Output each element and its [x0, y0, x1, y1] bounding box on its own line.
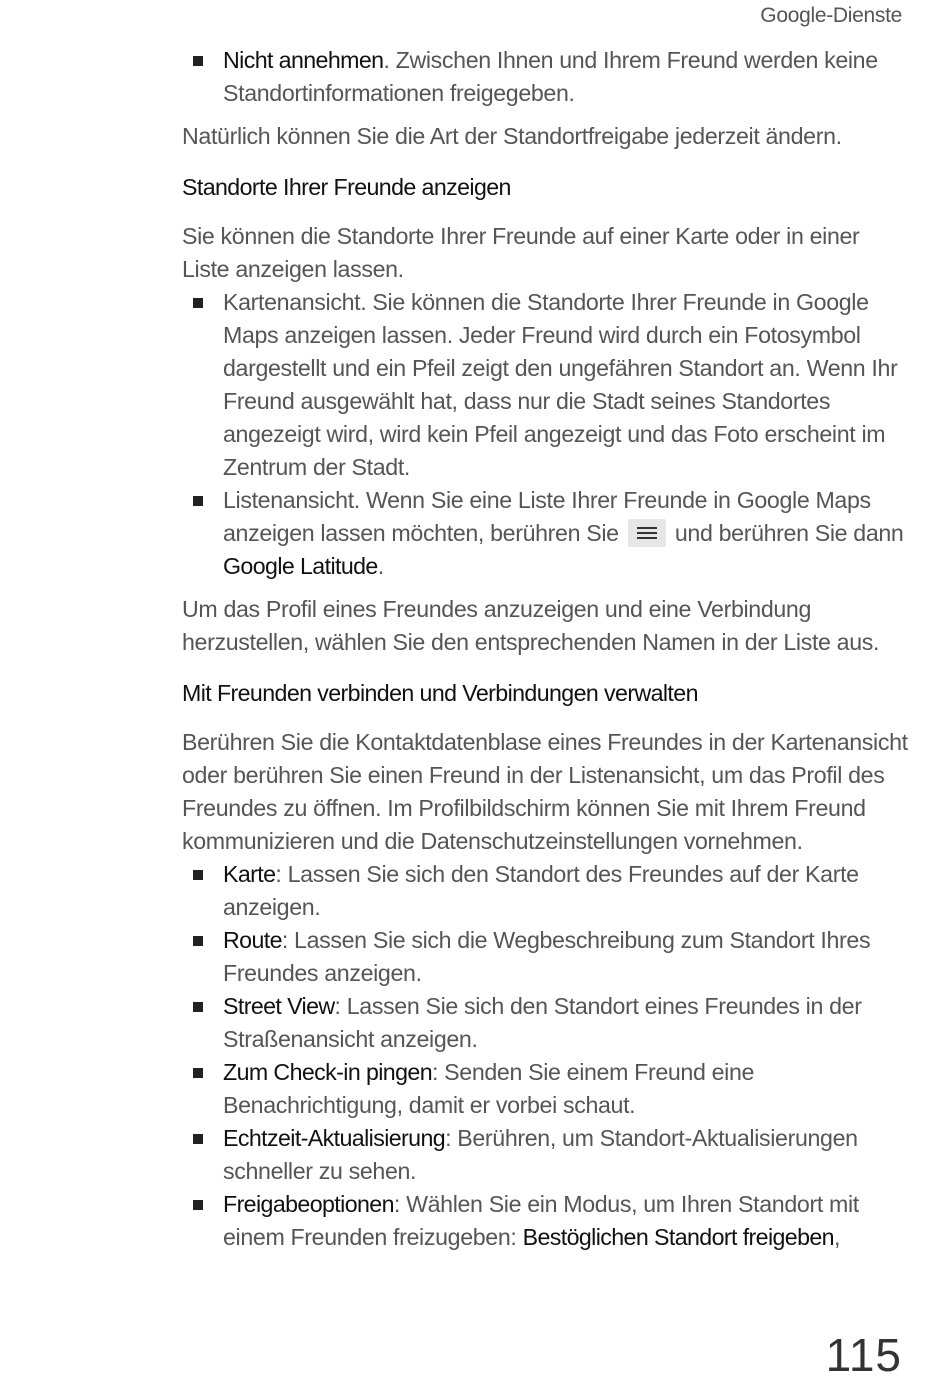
list-term: Route — [223, 927, 282, 953]
list-text: : Lassen Sie sich den Standort eines Freundes in der Straßenansicht anzeigen. — [223, 993, 862, 1052]
list-item — [182, 1188, 908, 1254]
list-term: Karte — [223, 861, 276, 887]
section-heading-standorte: Standorte Ihrer Freunde anzeigen — [182, 174, 511, 200]
section1-intro: Sie können die Standorte Ihrer Freunde auf einer Karte oder in einer Liste anzeigen lassen. — [182, 223, 860, 282]
list-term: Google Latitude — [223, 553, 378, 579]
list-item — [182, 484, 908, 583]
list-term: Freigabeoptionen — [223, 1191, 394, 1217]
list-text: , — [833, 1224, 841, 1250]
section-heading-verbinden: Mit Freunden verbinden und Verbindungen verwalten — [182, 680, 698, 706]
list-term: Echtzeit-Aktualisierung — [223, 1125, 446, 1151]
list-item — [182, 1056, 908, 1122]
list-term: Nicht annehmen — [223, 47, 384, 73]
list-text: : Senden Sie einem Freund eine Benachrichtigung, damit er vorbei schaut. — [223, 1059, 755, 1118]
list-text: Listenansicht. Wenn Sie eine Liste Ihrer Freunde in Google Maps anzeigen lassen möchten, berühren Sie — [223, 487, 871, 546]
page-number: 115 — [825, 1329, 902, 1381]
list-text: . Zwischen Ihnen und Ihrem Freund werden keine Standortinformationen freigegeben. — [223, 47, 878, 106]
list-term: Bestöglichen Standort freigeben — [522, 1224, 834, 1250]
list-text: : Wählen Sie ein Modus, um Ihren Standort mit einem Freunden freizugeben: — [223, 1191, 859, 1250]
top-bullet-list — [182, 44, 908, 110]
list-term: Zum Check-in pingen — [223, 1059, 432, 1085]
list-text: . — [377, 553, 384, 579]
list-text: : Lassen Sie sich die Wegbeschreibung zum Standort Ihres Freundes anzeigen. — [223, 927, 871, 986]
list-text: : Lassen Sie sich den Standort des Freundes auf der Karte anzeigen. — [223, 861, 859, 920]
list-item — [182, 1122, 908, 1188]
list-item — [182, 990, 908, 1056]
list-term: Street View — [223, 993, 335, 1019]
paragraph-change: Natürlich können Sie die Art der Standortfreigabe jederzeit ändern. — [182, 123, 842, 149]
running-header: Google-Dienste — [760, 4, 902, 27]
section1-bullet-list — [182, 286, 908, 583]
section1-outro: Um das Profil eines Freundes anzuzeigen und eine Verbindung herzustellen, wählen Sie den entsprechenden Namen in der Liste aus. — [182, 596, 880, 655]
list-item — [182, 924, 908, 990]
section2-intro: Berühren Sie die Kontaktdatenblase eines Freundes in der Kartenansicht oder berühren Sie einen Freund in der Listenansicht, um das Profil des Freundes zu öffnen. Im Profilbildschirm können Sie mit Ihrem Freund kommunizieren und die Datenschutzeinstellungen vornehmen. — [182, 729, 908, 854]
list-text: und berühren Sie dann — [674, 520, 904, 546]
menu-icon — [628, 519, 666, 547]
list-item — [182, 858, 908, 924]
list-text: : Berühren, um Standort-Aktualisierungen schneller zu sehen. — [223, 1125, 858, 1184]
list-item: Kartenansicht. Sie können die Standorte Ihrer Freunde in Google Maps anzeigen lassen. Jeder Freund wird durch ein Fotosymbol dargestellt und ein Pfeil zeigt den ungefähren Standort an. Wenn Ihr Freund ausgewählt hat, dass nur die Stadt seines Standortes angezeigt wird, wird kein Pfeil angezeigt und das Foto erscheint im Zentrum der Stadt. — [182, 286, 908, 484]
section2-bullet-list — [182, 858, 908, 1254]
list-item — [182, 44, 908, 110]
page-content — [182, 44, 908, 1254]
